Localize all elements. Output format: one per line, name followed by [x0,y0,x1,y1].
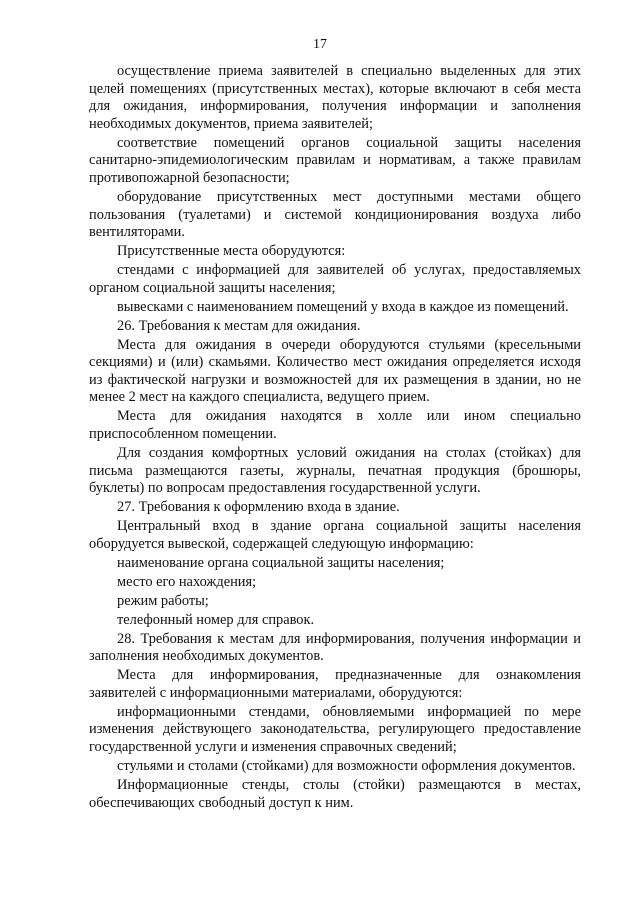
paragraph: Места для ожидания в очереди оборудуются стульями (кресельными секциями) и (или) скамьями. Количество мест ожидания определяется исходя из фактической нагрузки и возможностей для их размещения в здании, но не менее 2 мест на каждого специалиста, ведущего прием. [89,336,581,406]
list-item: место его нахождения; [117,573,257,590]
paragraph: стендами с информацией для заявителей об услугах, предоставляемых органом социальной защиты населения; [89,262,581,296]
paragraph: осуществление приема заявителей в специально выделенных для этих целей помещениях (присутственных местах), которые включают в себя места для ожидания, информирования, получения информации и заполнения необходимых документов, приема заявителей; [89,63,581,132]
paragraph: соответствие помещений органов социальной защиты населения санитарно-эпидемиологическим правилам и нормативам, а также правилам противопожарной безопасности; [89,134,581,186]
section-heading: 28. Требования к местам для информирования, получения информации и заполнения необходимых документов. [89,630,581,665]
section-heading: 26. Требования к местам для ожидания. [117,317,361,334]
section-heading: 27. Требования к оформлению входа в здание. [117,499,400,516]
list-item: наименование органа социальной защиты населения; [117,554,445,571]
body-text [89,63,581,814]
paragraph: Центральный вход в здание органа социальной защиты населения оборудуется вывеской, содержащей следующую информацию: [89,518,581,552]
paragraph: Информационные стенды, столы (стойки) размещаются в местах, обеспечивающих свободный доступ к ним. [89,776,581,811]
paragraph: Для создания комфортных условий ожидания на столах (стойках) для письма размещаются газеты, журналы, печатная продукция (брошюры, буклеты) по вопросам предоставления государственной услуги. [89,444,581,497]
paragraph: Присутственные места оборудуются: [117,243,346,260]
paragraph: вывесками с наименованием помещений у входа в каждое из помещений. [117,298,569,315]
list-item: режим работы; [117,592,209,609]
paragraph: Места для ожидания находятся в холле или ином специально приспособленном помещении. [89,408,581,442]
list-item: телефонный номер для справок. [117,611,315,628]
list-item: стульями и столами (стойками) для возможности оформления документов. [117,757,576,774]
page-number: 17 [313,37,327,52]
paragraph: оборудование присутственных мест доступными местами общего пользования (туалетами) и системой кондиционирования воздуха либо вентиляторами. [89,188,581,241]
list-item: информационными стендами, обновляемыми информацией по мере изменения действующего законодательства, регулирующего предоставление государственной услуги и изменения справочных сведений; [89,703,581,755]
paragraph: Места для информирования, предназначенные для ознакомления заявителей с информационными материалами, оборудуются: [89,667,581,701]
